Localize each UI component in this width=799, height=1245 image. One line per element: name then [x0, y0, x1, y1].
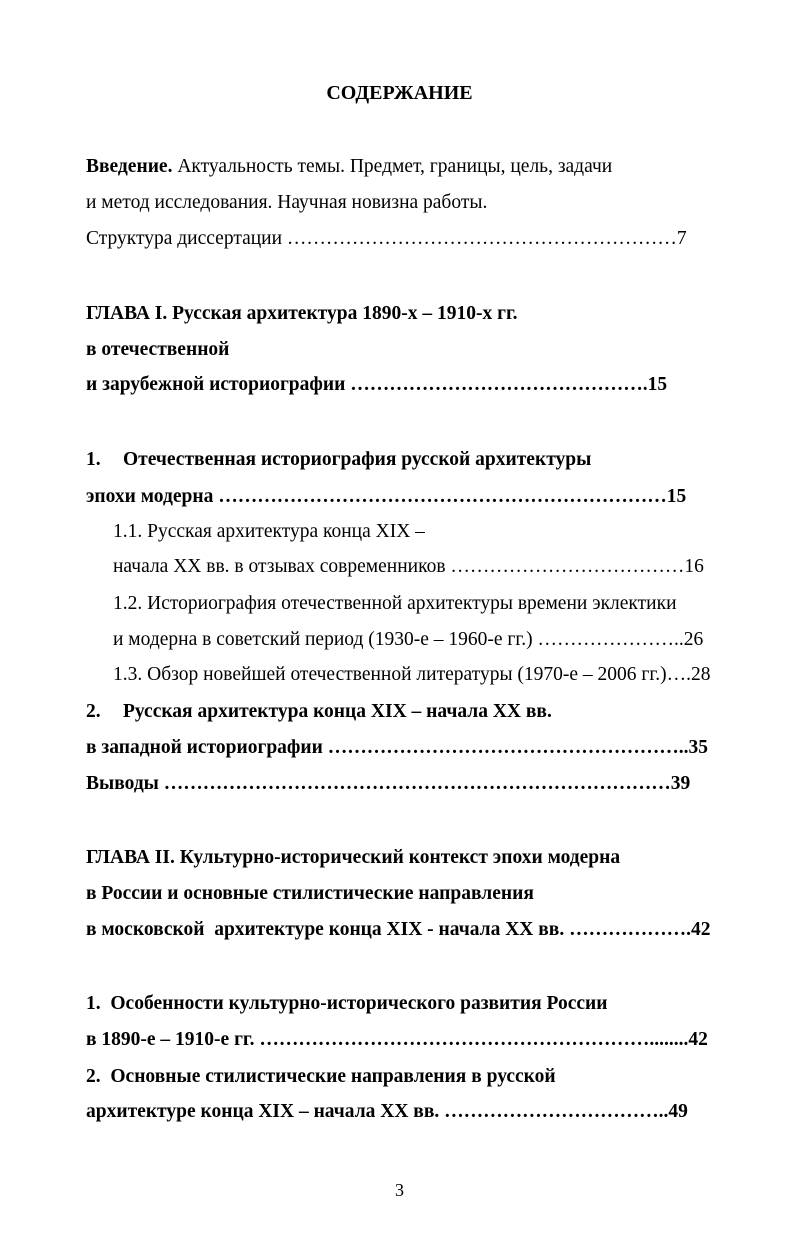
- toc-chapter1-line-2: в отечественной: [86, 339, 230, 360]
- page-number: 3: [395, 1180, 404, 1200]
- ch1-section2-number: 2.: [86, 701, 101, 722]
- toc-sub1-2-line-1: 1.2. Историография отечественной архитектуры времени эклектики: [113, 593, 677, 614]
- toc-sub1-2-line-2: и модерна в советский период (1930-е – 1960-е гг.) …………………..26: [113, 629, 704, 650]
- toc-chapter2-line-1: ГЛАВА II. Культурно-исторический контекст эпохи модерна: [86, 847, 621, 868]
- ch1-section1-title: Отечественная историография русской архитектуры: [123, 449, 592, 470]
- toc-ch2-section1-line-1: 1. Особенности культурно-исторического развития России: [86, 993, 608, 1014]
- toc-chapter1-line-1: ГЛАВА I. Русская архитектура 1890-х – 1910-х гг.: [86, 303, 518, 324]
- ch1-section1-number: 1.: [86, 449, 101, 470]
- toc-chapter1-line-3: и зарубежной историографии ……………………………………….15: [86, 374, 668, 395]
- toc-ch2-section2-line-2: архитектуре конца XIX – начала XX вв. ……………………………..49: [86, 1101, 688, 1122]
- intro-label: Введение.: [86, 156, 173, 177]
- ch1-section2-title: Русская архитектура конца XIX – начала XX вв.: [123, 701, 552, 722]
- toc-intro-line-2: и метод исследования. Научная новизна работы.: [86, 192, 488, 213]
- toc-intro-line-3: Структура диссертации ……………………………………………………7: [86, 228, 687, 249]
- toc-sub1-3-line-1: 1.3. Обзор новейшей отечественной литературы (1970-е – 2006 гг.)….28: [113, 664, 711, 685]
- toc-ch1-section2-line-1: [86, 699, 552, 725]
- page-title: СОДЕРЖАНИЕ: [326, 82, 473, 104]
- toc-sub1-1-line-1: 1.1. Русская архитектура конца XIX –: [113, 521, 425, 542]
- toc-ch1-section1-line-1: [86, 447, 591, 473]
- toc-sub1-1-line-2: начала XX вв. в отзывах современников ………………………………16: [113, 556, 704, 577]
- toc-ch2-section2-line-1: 2. Основные стилистические направления в русской: [86, 1066, 556, 1087]
- toc-chapter2-line-2: в России и основные стилистические направления: [86, 883, 534, 904]
- toc-ch1-section2-line-2: в западной историографии ………………………………………………..35: [86, 737, 709, 758]
- toc-intro-line-1: [86, 154, 612, 180]
- toc-ch1-conclusions: Выводы ……………………………………………………………………39: [86, 773, 691, 794]
- toc-ch1-section1-line-2: эпохи модерна ……………………………………………………………15: [86, 486, 687, 507]
- intro-line-1-text: Актуальность темы. Предмет, границы, цель, задачи: [172, 156, 613, 177]
- toc-chapter2-line-3: в московской архитектуре конца XIX - начала XX вв. ……………….42: [86, 919, 711, 940]
- toc-ch2-section1-line-2: в 1890-е – 1910-е гг. ……………………………………………………........42: [86, 1029, 708, 1050]
